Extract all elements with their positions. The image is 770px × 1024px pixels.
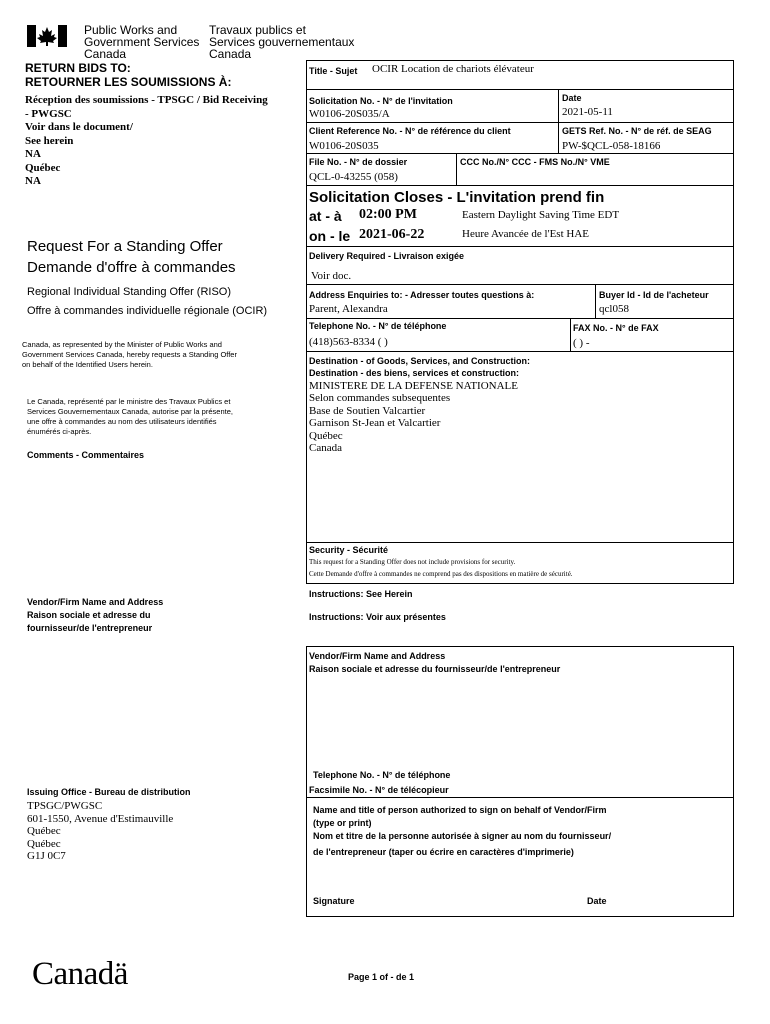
return-line: NA	[25, 148, 41, 160]
document-title	[27, 236, 236, 278]
department-name-fr	[209, 24, 354, 60]
signature-date-label: Date	[587, 896, 607, 906]
vendor-info-box	[306, 646, 734, 917]
issuing-line: Québec	[27, 825, 61, 837]
return-line: Voir dans le document/	[25, 121, 133, 133]
dept-fr-line: Services gouvernementaux	[209, 35, 355, 49]
comments-label: Comments - Commentaires	[27, 450, 145, 460]
telephone-label: Telephone No. - N° de téléphone	[309, 321, 447, 331]
return-bids-fr: RETOURNER LES SOUMISSIONS À:	[25, 75, 232, 89]
para-line: une offre à commandes au nom des utilisateurs identifiés	[27, 417, 217, 426]
return-bids-en: RETURN BIDS TO:	[25, 61, 131, 75]
title-value: OCIR Location de chariots élévateur	[372, 63, 534, 75]
dept-fr-line: Travaux publics et	[209, 23, 306, 37]
vendor-box-heading-en: Vendor/Firm Name and Address	[309, 651, 446, 661]
dept-en-line: Public Works and	[84, 23, 178, 37]
telephone-value: (418)563-8334 ( )	[309, 336, 388, 348]
issuing-office-address	[27, 800, 173, 863]
document-title-en: Request For a Standing Offer	[27, 238, 223, 255]
date-value: 2021-05-11	[562, 106, 613, 118]
return-line: See herein	[25, 134, 74, 147]
instructions-fr: Instructions: Voir aux présentes	[309, 612, 446, 622]
destination-label	[309, 355, 530, 379]
issuing-line: 601-1550, Avenue d'Estimauville	[27, 812, 174, 825]
para-line: Services Gouvernementaux Canada, autorise par la présente,	[27, 407, 233, 416]
solicitation-number-label: Solicitation No. - N° de l'invitation	[309, 96, 453, 106]
vendor-heading-line: fournisseur/de l'entrepreneur	[27, 623, 153, 633]
fax-label: FAX No. - N° de FAX	[573, 323, 659, 333]
para-line: Le Canada, représenté par le ministre des Travaux Publics et	[27, 397, 231, 406]
destination-label-en: Destination - of Goods, Services, and Construction:	[309, 356, 531, 366]
client-reference-label: Client Reference No. - N° de référence du client	[309, 126, 511, 136]
destination-line: Québec	[309, 429, 343, 442]
intro-paragraph-fr	[27, 397, 233, 437]
offer-type-fr: Offre à commandes individuelle régionale (OCIR)	[27, 305, 268, 317]
para-line: Canada, as represented by the Minister of Public Works and	[22, 340, 222, 349]
para-line: Government Services Canada, hereby requests a Standing Offer	[22, 350, 237, 359]
vendor-heading-line: Vendor/Firm Name and Address	[27, 597, 164, 607]
destination-address	[309, 380, 518, 454]
authorized-line: de l'entrepreneur (taper ou écrire en caractères d'imprimerie)	[313, 847, 574, 857]
address-enquiries-value: Parent, Alexandra	[309, 303, 388, 315]
vendor-fax-label: Facsimile No. - N° de télécopieur	[309, 785, 449, 795]
destination-line: Canada	[309, 442, 342, 455]
instructions-en: Instructions: See Herein	[309, 589, 413, 599]
return-address	[25, 94, 285, 189]
destination-line: Garnison St-Jean et Valcartier	[309, 417, 441, 430]
offer-type-en: Regional Individual Standing Offer (RISO)	[27, 286, 232, 298]
vendor-telephone-label: Telephone No. - N° de téléphone	[313, 770, 451, 780]
government-flag-logo	[27, 25, 67, 47]
destination-line: Selon commandes subsequentes	[309, 392, 451, 405]
vendor-heading-left	[27, 596, 163, 635]
return-bids-heading	[25, 61, 231, 89]
issuing-line: G1J 0C7	[27, 850, 66, 862]
solicitation-closes-heading: Solicitation Closes - L'invitation prend fin	[309, 189, 605, 206]
security-text-en: This request for a Standing Offer does not include provisions for security.	[309, 558, 516, 566]
buyer-id-value: qcl058	[599, 303, 629, 315]
delivery-required-value: Voir doc.	[311, 270, 352, 282]
title-label: Title - Sujet	[309, 66, 358, 76]
time-zone-en: Eastern Daylight Saving Time EDT	[462, 209, 620, 221]
page-number: Page 1 of - de 1	[348, 972, 415, 982]
issuing-line: Québec	[27, 837, 61, 850]
time-zone-fr: Heure Avancée de l'Est HAE	[462, 228, 590, 240]
gets-reference-value: PW-$QCL-058-18166	[562, 140, 661, 152]
issuing-office-label: Issuing Office - Bureau de distribution	[27, 787, 191, 797]
canada-flag-icon	[27, 25, 67, 47]
canada-wordmark: Canadä	[32, 956, 128, 992]
security-label: Security - Sécurité	[309, 545, 389, 555]
vendor-box-heading-fr: Raison sociale et adresse du fournisseur/de l'entrepreneur	[309, 664, 561, 674]
para-line: on behalf of the Identified Users herein.	[22, 360, 153, 369]
solicitation-number-value: W0106-20S035/A	[309, 108, 390, 120]
ccc-number-label: CCC No./N° CCC - FMS No./N° VME	[460, 157, 610, 167]
return-line: NA	[25, 175, 41, 187]
date-label: Date	[562, 93, 582, 103]
authorized-line: Nom et titre de la personne autorisée à signer au nom du fournisseur/	[313, 831, 612, 841]
authorized-line: (type or print)	[313, 818, 372, 828]
dept-fr-line: Canada	[209, 47, 252, 61]
offer-type	[27, 283, 267, 321]
dept-en-line: Canada	[84, 47, 127, 61]
buyer-id-label: Buyer Id - Id de l'acheteur	[599, 290, 709, 300]
signature-label: Signature	[313, 896, 355, 906]
delivery-required-label: Delivery Required - Livraison exigée	[309, 251, 465, 261]
issuing-line: TPSGC/PWGSC	[27, 800, 103, 812]
department-name-en	[84, 24, 199, 60]
destination-label-fr: Destination - des biens, services et construction:	[309, 368, 520, 378]
return-line: - PWGSC	[25, 107, 72, 120]
authorized-person-label	[313, 804, 611, 859]
address-enquiries-label: Address Enquiries to: - Adresser toutes questions à:	[309, 290, 535, 300]
intro-paragraph-en	[22, 340, 237, 370]
destination-line: Base de Soutien Valcartier	[309, 404, 426, 417]
gets-reference-label: GETS Ref. No. - N° de réf. de SEAG	[562, 126, 712, 136]
vendor-heading-line: Raison sociale et adresse du	[27, 610, 151, 620]
para-line: énumérés ci-après.	[27, 427, 92, 436]
vendor-box-heading	[309, 650, 560, 676]
destination-line: MINISTERE DE LA DEFENSE NATIONALE	[309, 380, 518, 392]
return-line: Québec	[25, 161, 61, 174]
return-line: Réception des soumissions - TPSGC / Bid Receiving	[25, 94, 268, 106]
security-text-fr: Cette Demande d'offre à commandes ne comprend pas des dispositions en matière de sécurité.	[309, 570, 573, 578]
file-number-value: QCL-0-43255 (058)	[309, 171, 398, 183]
closing-date-value: 2021-06-22	[359, 227, 425, 242]
at-label: at - à	[309, 208, 342, 224]
client-reference-value: W0106-20S035	[309, 140, 379, 152]
authorized-line: Name and title of person authorized to sign on behalf of Vendor/Firm	[313, 805, 607, 815]
on-label: on - le	[309, 228, 351, 244]
closing-time-value: 02:00 PM	[359, 207, 417, 222]
fax-value: ( ) -	[573, 337, 590, 349]
document-title-fr: Demande d'offre à commandes	[27, 259, 236, 276]
dept-en-line: Government Services	[84, 35, 200, 49]
file-number-label: File No. - N° de dossier	[309, 157, 408, 167]
